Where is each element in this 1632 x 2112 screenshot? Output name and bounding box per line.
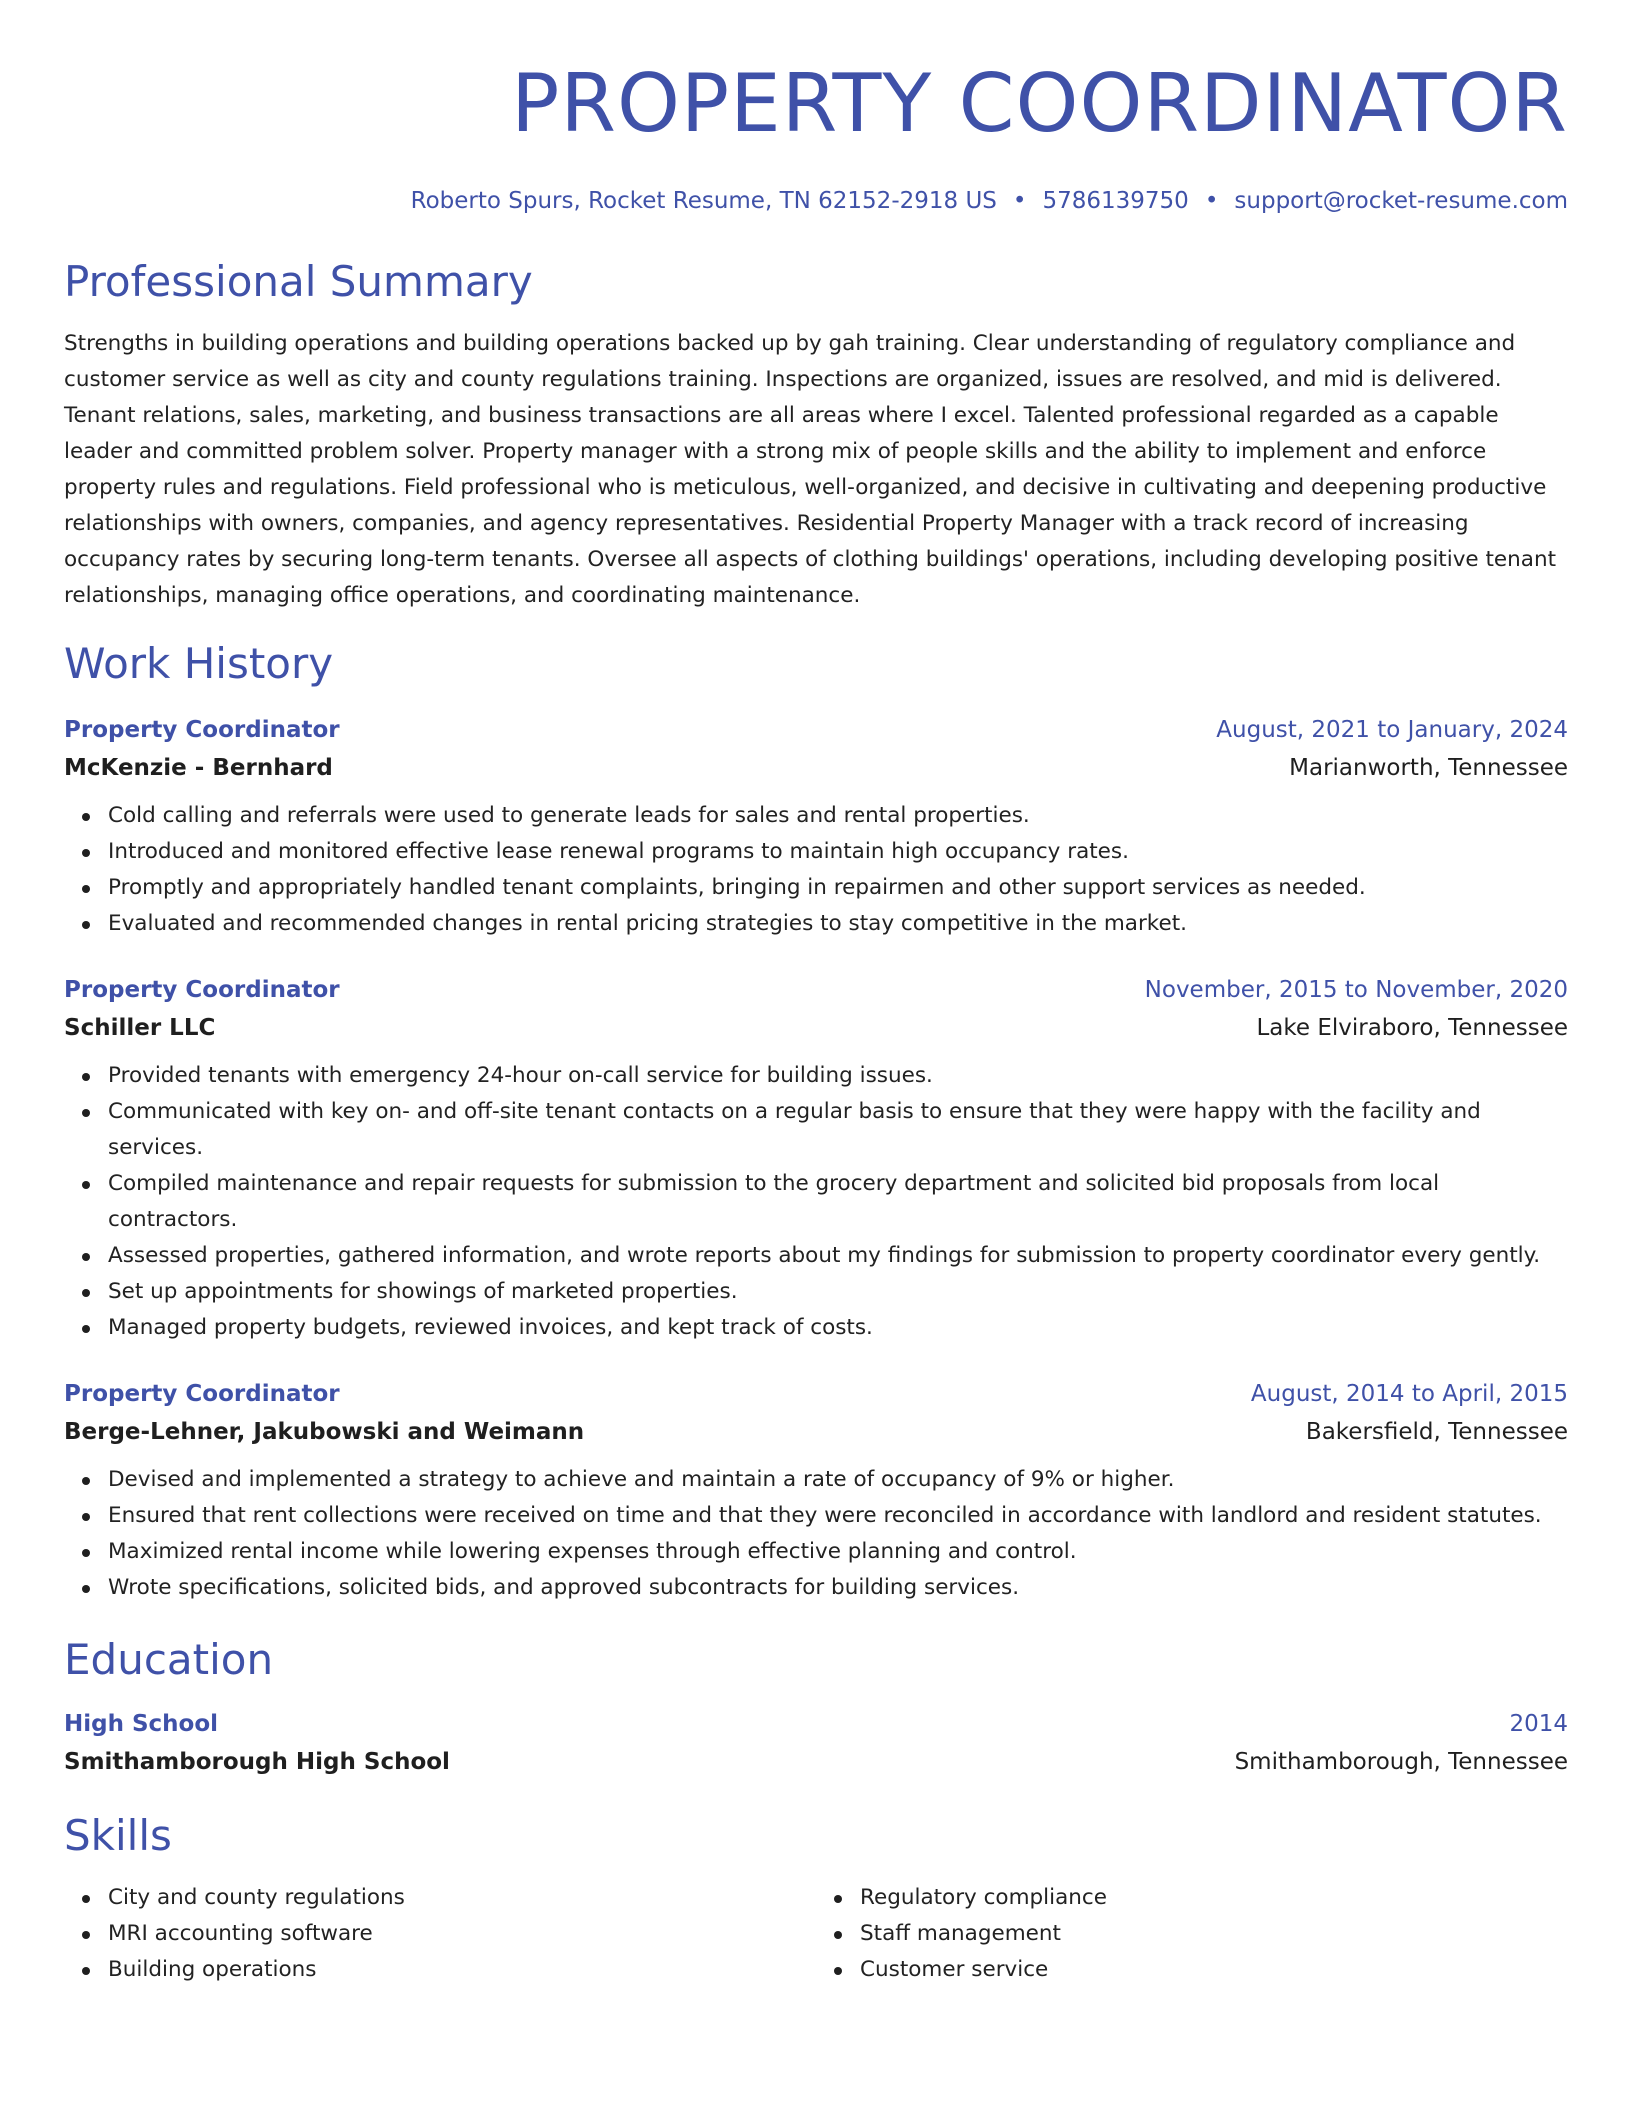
job-title: Property Coordinator (64, 977, 340, 1003)
job-location: Marianworth, Tennessee (1289, 755, 1568, 781)
education-entry (64, 1706, 1568, 1782)
job-company: McKenzie - Bernhard (64, 755, 333, 781)
contact-separator: • (1012, 188, 1027, 214)
list-item: Assessed properties, gathered information, and wrote reports about my findings for submission to property coordinator every gently. (108, 1238, 1568, 1274)
job-dates: August, 2014 to April, 2015 (1250, 1381, 1568, 1407)
list-item: Wrote specifications, solicited bids, and approved subcontracts for building services. (108, 1570, 1568, 1606)
skills-grid (64, 1880, 1568, 1988)
skills-section (64, 1810, 1568, 1988)
education-degree: High School (64, 1711, 219, 1737)
skills-heading: Skills (64, 1811, 172, 1860)
list-item: Promptly and appropriately handled tenant complaints, bringing in repairmen and other support services as needed. (108, 870, 1568, 906)
summary-heading: Professional Summary (64, 257, 533, 306)
job-company-row (64, 1412, 1568, 1452)
job-dates: August, 2021 to January, 2024 (1216, 717, 1568, 743)
job-company-row (64, 1008, 1568, 1048)
skill-item: City and county regulations (108, 1880, 816, 1916)
education-school-row (64, 1742, 1568, 1782)
contact-separator: • (1204, 188, 1219, 214)
contact-phone: 5786139750 (1042, 188, 1189, 214)
resume-title: PROPERTY COORDINATOR (511, 57, 1568, 150)
job-location: Lake Elviraboro, Tennessee (1256, 1015, 1568, 1041)
list-item: Ensured that rent collections were received on time and that they were reconciled in accordance with landlord and resident statutes. (108, 1498, 1568, 1534)
skill-item: Staff management (860, 1916, 1568, 1952)
education-degree-row (64, 1706, 1568, 1742)
education-section (64, 1634, 1568, 1782)
education-year: 2014 (1509, 1711, 1568, 1737)
list-item: Compiled maintenance and repair requests for submission to the grocery department and solicited bid proposals from local contractors. (108, 1166, 1568, 1238)
job-entry (64, 1376, 1568, 1606)
job-bullets (64, 1462, 1568, 1606)
skill-item: Customer service (860, 1952, 1568, 1988)
list-item: Introduced and monitored effective lease renewal programs to maintain high occupancy rates. (108, 834, 1568, 870)
work-history-heading: Work History (64, 639, 334, 688)
education-school: Smithamborough High School (64, 1749, 450, 1775)
job-title: Property Coordinator (64, 717, 340, 743)
list-item: Evaluated and recommended changes in rental pricing strategies to stay competitive in the market. (108, 906, 1568, 942)
contact-line (64, 186, 1568, 216)
job-title-row (64, 712, 1568, 748)
job-title: Property Coordinator (64, 1381, 340, 1407)
job-location: Bakersfield, Tennessee (1305, 1419, 1568, 1445)
job-entry (64, 972, 1568, 1346)
education-location: Smithamborough, Tennessee (1234, 1749, 1568, 1775)
list-item: Provided tenants with emergency 24-hour on-call service for building issues. (108, 1058, 1568, 1094)
contact-address: Roberto Spurs, Rocket Resume, TN 62152-2918 US (410, 188, 997, 214)
job-company: Schiller LLC (64, 1015, 216, 1041)
summary-text: Strengths in building operations and building operations backed up by gah training. Clear understanding of regulatory compliance and customer service as well as city and county regulations training. Inspections are organized, issues are resolved, and mid is delivered. Tenant relations, sales, marketing, and business transactions are all areas where I excel. Talented professional regarded as a capable leader and committed problem solver. Property manager with a strong mix of people skills and the ability to implement and enforce property rules and regulations. Field professional who is meticulous, well-organized, and decisive in cultivating and deepening productive relationships with owners, companies, and agency representatives. Residential Property Manager with a track record of increasing occupancy rates by securing long-term tenants. Oversee all aspects of clothing buildings' operations, including developing positive tenant relationships, managing office operations, and coordinating maintenance. (64, 331, 1557, 608)
job-bullets (64, 798, 1568, 942)
job-company-row (64, 748, 1568, 788)
skill-item: MRI accounting software (108, 1916, 816, 1952)
list-item: Cold calling and referrals were used to generate leads for sales and rental properties. (108, 798, 1568, 834)
job-bullets (64, 1058, 1568, 1346)
job-entry (64, 712, 1568, 942)
list-item: Maximized rental income while lowering expenses through effective planning and control. (108, 1534, 1568, 1570)
education-heading: Education (64, 1635, 274, 1684)
skills-column-right (816, 1880, 1568, 1988)
resume-header (64, 56, 1568, 216)
list-item: Set up appointments for showings of marketed properties. (108, 1274, 1568, 1310)
work-history-section (64, 638, 1568, 1606)
job-title-row (64, 1376, 1568, 1412)
job-company: Berge-Lehner, Jakubowski and Weimann (64, 1419, 585, 1445)
skill-item: Regulatory compliance (860, 1880, 1568, 1916)
summary-section (64, 256, 1568, 614)
list-item: Communicated with key on- and off-site tenant contacts on a regular basis to ensure that they were happy with the facility and services. (108, 1094, 1568, 1166)
list-item: Devised and implemented a strategy to achieve and maintain a rate of occupancy of 9% or higher. (108, 1462, 1568, 1498)
contact-email: support@rocket-resume.com (1234, 188, 1568, 214)
skill-item: Building operations (108, 1952, 816, 1988)
job-title-row (64, 972, 1568, 1008)
job-dates: November, 2015 to November, 2020 (1144, 977, 1568, 1003)
list-item: Managed property budgets, reviewed invoices, and kept track of costs. (108, 1310, 1568, 1346)
skills-column-left (64, 1880, 816, 1988)
